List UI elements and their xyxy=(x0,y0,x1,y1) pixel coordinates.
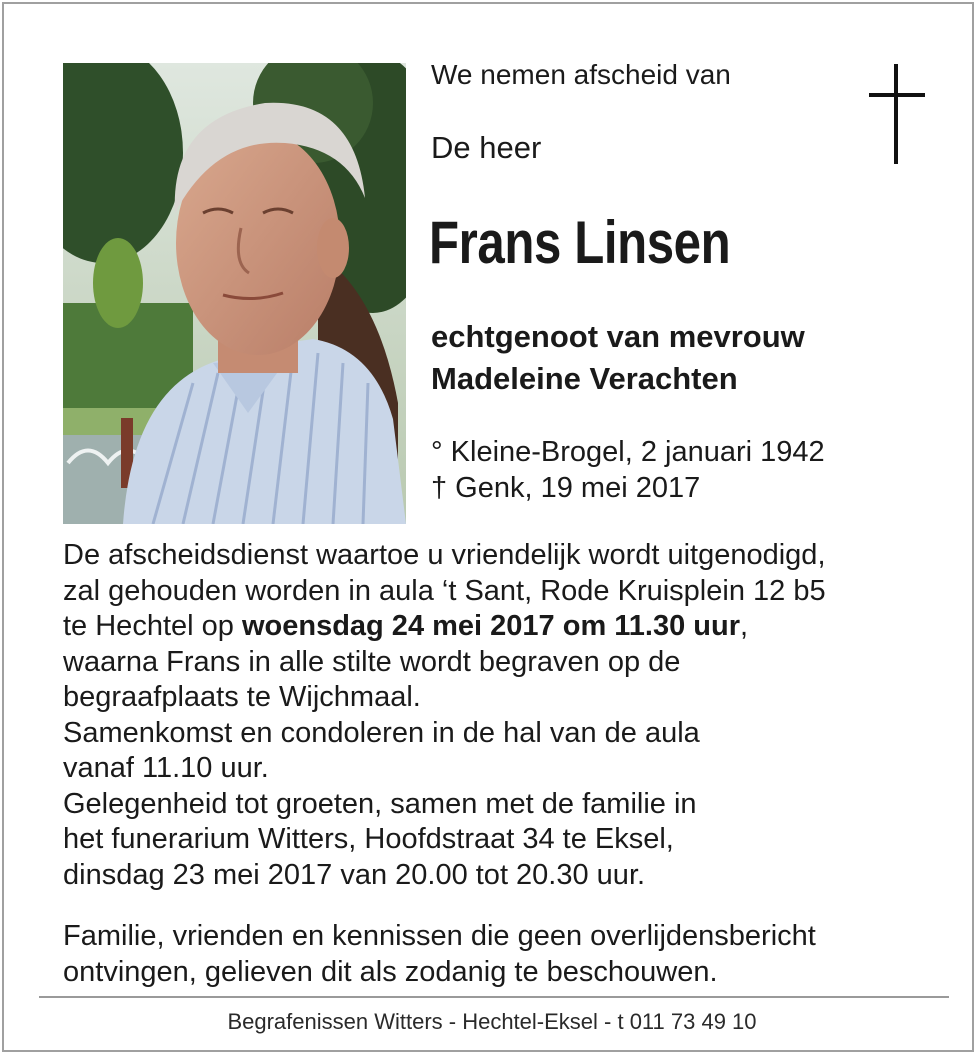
ceremony-line: Samenkomst en condoleren in de hal van de aula xyxy=(63,716,700,749)
ceremony-line: zal gehouden worden in aula ‘t Sant, Rode Kruisplein 12 b5 xyxy=(63,574,826,607)
ceremony-line-suffix: , xyxy=(740,610,749,642)
birth-date: ° Kleine-Brogel, 2 januari 1942 xyxy=(431,436,825,468)
spouse-info xyxy=(431,316,805,400)
closing-line: ontvingen, gelieven dit als zodanig te beschouwen. xyxy=(63,956,718,988)
funeral-home-footer: Begrafenissen Witters - Hechtel-Eksel - t 011 73 49 10 xyxy=(227,1009,757,1034)
portrait-photo xyxy=(63,63,406,524)
ceremony-line: Gelegenheid tot groeten, samen met de familie in xyxy=(63,787,697,820)
ceremony-datetime-line xyxy=(63,609,826,645)
closing-line: Familie, vrienden en kennissen die geen overlijdensbericht xyxy=(63,920,816,952)
ceremony-line-prefix: te Hechtel op xyxy=(63,610,242,642)
ceremony-line: begraafplaats te Wijchmaal. xyxy=(63,681,421,713)
deceased-name: Frans Linsen xyxy=(429,209,731,276)
closing-note xyxy=(63,918,816,990)
footer-divider xyxy=(39,996,949,998)
spouse-line-2: Madeleine Verachten xyxy=(431,361,738,396)
ceremony-line: het funerarium Witters, Hoofdstraat 34 te Eksel, xyxy=(63,823,674,855)
ceremony-line: waarna Frans in alle stilte wordt begraven op de xyxy=(63,645,681,678)
spouse-line-1: echtgenoot van mevrouw xyxy=(431,319,805,354)
life-dates xyxy=(431,434,825,506)
ceremony-line: De afscheidsdienst waartoe u vriendelijk wordt uitgenodigd, xyxy=(63,539,826,571)
ceremony-line: dinsdag 23 mei 2017 van 20.00 tot 20.30 uur. xyxy=(63,858,646,891)
death-notice-card xyxy=(2,2,974,1052)
ceremony-line: vanaf 11.10 uur. xyxy=(63,752,269,784)
latin-cross-icon xyxy=(866,64,928,164)
death-date: † Genk, 19 mei 2017 xyxy=(431,472,701,504)
intro-text: We nemen afscheid van xyxy=(431,59,731,90)
honorific-title: De heer xyxy=(431,130,542,165)
ceremony-datetime: woensdag 24 mei 2017 om 11.30 uur xyxy=(241,610,741,642)
ceremony-details xyxy=(63,538,826,893)
